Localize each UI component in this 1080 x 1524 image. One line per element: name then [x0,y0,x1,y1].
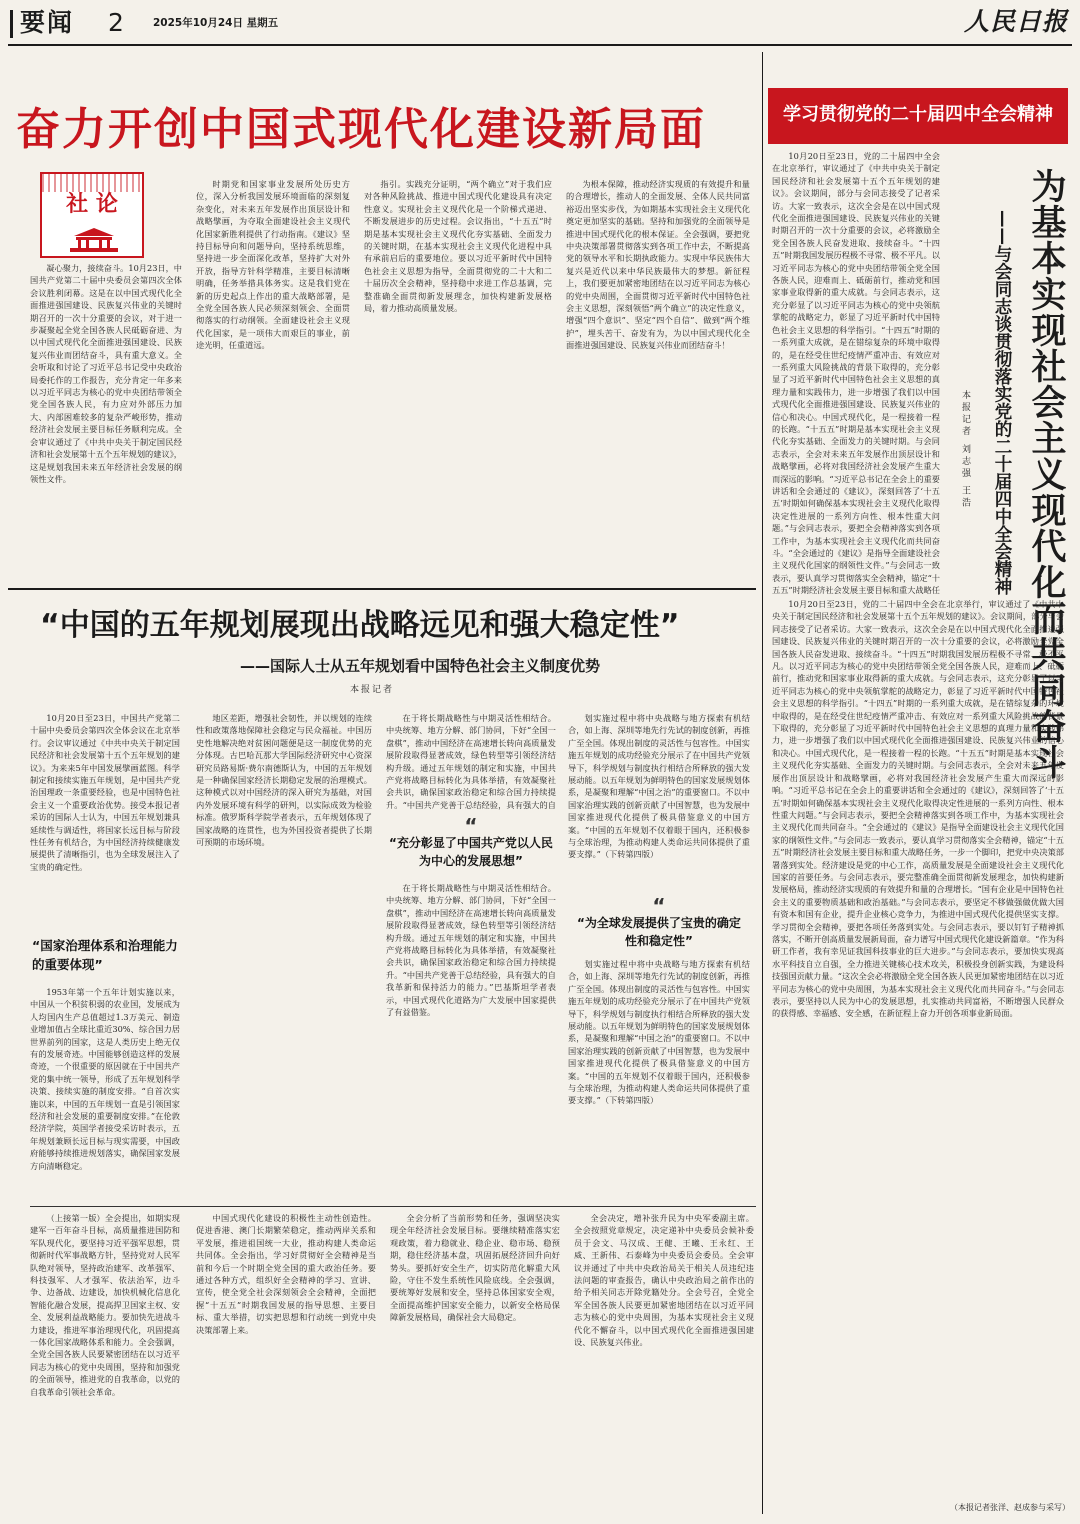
banner-title: 学习贯彻党的二十届四中全会精神 [783,104,1053,125]
paragraph: 指引。实践充分证明，“两个确立”对于我们应对各种风险挑战、推进中国式现代化建设具有决定性意义。实现社会主义现代化是一个阶梯式递进、不断发展进步的历史过程。会议指出，“十五五”时期是基本实现社会主义现代化夯实基础、全面发力的关键时期，在基本实现社会主义现代化进程中具有承前启后的重要地位。要以习近平新时代中国特色社会主义思想为指导，全面贯彻党的二十大和二十届历次全会精神，坚持稳中求进工作总基调，完整准确全面贯彻新发展理念，加快构建新发展格局，着力推动高质量发展。 [364,179,552,314]
feature-column [30,712,180,934]
section-divider [30,1206,756,1207]
sidebar-subheadline: ——与会同志谈贯彻落实党的二十届四中全会精神 [992,210,1012,595]
paragraph: 10月20日至23日，中国共产党第二十届中央委员会第四次全体会议在北京举行。会议审议通过《中共中央关于制定国民经济和社会发展第十五个五年规划的建议》。为来来5年中国发展擘画蓝图。科学制定和接续实施五年规划，是中国共产党治国理政一条重要经验，也是中国特色社会主义一个重要政治优势。接受本报记者采访的国际人士认为，中国五年规划兼具延续性与调适性，将国家长远目标与阶段性任务有机结合，为中国经济持续健康发展提供了清晰指引，也为全球发展注入了宝贵的确定性。 [30,713,180,872]
lower-column [30,1212,180,1514]
paragraph: 时期党和国家事业发展所处历史方位，深入分析我国发展环境面临的深刻复杂变化，对未来五年发展作出顶层设计和战略擘画，为夺取全面建设社会主义现代化国家新胜利提供了行动指南。《建议》坚持目标导向和问题导向，坚持系统思维，坚持进一步全面深化改革，坚持扩大对外开放，指导方针科学精准，主要目标清晰明确，任务举措具体务实。这是我们党在新的历史起点上作出的重大战略部署，是全党全国各族人民必须深刻领会、全面贯彻落实的行动纲领。全面建设社会主义现代化国家，是一项伟大而艰巨的事业，前途光明，任重道远。 [196,179,350,351]
feature-pullquote [576,894,742,952]
feature-column [568,712,750,890]
feature-column [196,712,372,1198]
feature-subhead: “国家治理体系和治理能力的重要体现” [32,938,178,972]
sidebar-headline: 为基本实现社会主义现代化而共同奋斗 [1026,168,1066,780]
issue-date: 2025年10月24日 星期五 [153,17,279,29]
lower-column [390,1212,560,1514]
quote-mark-icon: “ [464,814,478,838]
section-name: 要闻 [20,8,75,37]
feature-subheadline: ——国际人士从五年规划看中国特色社会主义制度优势 [240,657,601,675]
section-bar [10,10,13,38]
paragraph: 为根本保障，推动经济实现质的有效提升和量的合理增长，推动人的全面发展、全体人民共同富裕迈出坚实步伐，为如期基本实现社会主义现代化奠定更加坚实的基础。坚持和加强党的全面领导是推进中国式现代化的根本保证。全会强调，要把党中央决策部署贯彻落实到各项工作中去，不断提高党的领导水平和长期执政能力。实现中华民族伟大复兴是近代以来中华民族最伟大的梦想。新征程上，我们要更加紧密地团结在以习近平同志为核心的党中央周围，全面贯彻习近平新时代中国特色社会主义思想，深刻领悟“两个确立”的决定性意义，增强“四个意识”、坚定“四个自信”、做到“两个维护”，埋头苦干、奋发有为，为以中国式现代化全面推进强国建设、民族复兴伟业而团结奋斗！ [566,179,750,351]
sidebar-byline: 本报记者 刘志强 王浩 [960,390,970,510]
paragraph: 全会决定，增补张升民为中央军委副主席。全会按照党章规定，决定递补中央委员会候补委员于会文、马汉成、王健、王曦、王永红、王威、王新伟、石泰峰为中央委员会委员。全会审议并通过了中共中央政治局关于相关人员违纪违法问题的审查报告，确认中央政治局之前作出的给予相关同志开除党籍处分。全会号召，全党全军全国各族人民要更加紧密地团结在以习近平同志为核心的党中央周围，为基本实现社会主义现代化不懈奋斗，以中国式现代化全面推进强国建设、民族复兴伟业。 [574,1213,754,1348]
paragraph: 中国式现代化建设的积极性主动性创造性。促进香港、澳门长期繁荣稳定，推动两岸关系和平发展，推进祖国统一大业，推动构建人类命运共同体。全会指出，学习好贯彻好全会精神是当前和今后一个时期全党全国的重大政治任务。要通过各种方式，组织好全会精神的学习、宣讲、宣传，使全党全社会深刻领会全会精神，全面把握“十五五”时期我国发展的指导思想、主要目标、重大举措，切实把思想和行动统一到党中央决策部署上来。 [196,1213,376,1335]
feature-column [30,986,180,1198]
paragraph: 全会分析了当前形势和任务，强调坚决实现全年经济社会发展目标。要继续精准落实宏观政策，着力稳就业、稳企业、稳市场、稳预期，稳住经济基本盘，巩固拓展经济回升向好势头。要抓好安全生产，切实防范化解重大风险，守住不发生系统性风险底线。全会强调，要统筹好发展和安全，坚持总体国家安全观，全面提高维护国家安全能力，以新安全格局保障新发展格局，确保社会大局稳定。 [390,1213,560,1323]
paragraph: 凝心聚力，接续奋斗。10月23日，中国共产党第二十届中央委员会第四次全体会议胜利闭幕。这是在以中国式现代化全面推进强国建设、民族复兴伟业的关键时期召开的一次十分重要的会议，对于进一步凝聚起全党全国各族人民砥砺奋进、为以中国式现代化全面推进强国建设、民族复兴伟业而团结奋斗，具有重大意义。全会听取和讨论了习近平总书记受中央政治局委托作的工作报告，充分肯定一年多来以习近平同志为核心的党中央团结带领全党全国各族人民，有力应对外部压力加大、内部困难较多的复杂严峻形势，推动经济社会发展主要目标任务顺利完成。全会审议通过了《中共中央关于制定国民经济和社会发展第十五个五年规划的建议》，这是规划我国未来五年经济社会发展的纲领性文件。 [30,263,182,484]
feature-headline: “中国的五年规划展现出战略远见和强大稳定性” [40,608,680,643]
section-divider [8,588,756,590]
paragraph: 地区差距，增强社会韧性，并以规划的连续性和政策落地保障社会稳定与民众福祉。中国历史性地解决绝对贫困问题便是这一制度优势的充分体现。古巴哈瓦那大学国际经济研究中心资深研究员路易斯·费尔南德斯认为，中国的五年规划是一种确保国家经济长期稳定发展的治理模式。这种模式以对中国经济的深入研究为基础，对国内外发展环境有科学的研判，以实际成效为检验标准。俄罗斯科学院学者表示，五年规划体现了国家战略的连贯性，也为外国投资者提供了长期可预期的市场环境。 [196,713,372,848]
pullquote-text: “充分彰显了中国共产党以人民为中心的发展思想” [389,836,553,868]
editorial-column [30,262,182,580]
page-number: 2 [108,8,124,37]
paragraph: 10月20日至23日，党的二十届四中全会在北京举行，审议通过了《中共中央关于制定国民经济和社会发展第十五个五年规划的建议》。会议期间，部分与会同志接受了记者采访。大家一致表示，这次全会是在以中国式现代化全面推进强国建设、民族复兴伟业的关键时期召开的一次十分重要的会议，必将激励全党全国各族人民奋发进取、接续奋斗。“十四五”时期我国发展历程极不寻常、极不平凡。以习近平同志为核心的党中央团结带领全党全国各族人民，迎难而上、砥砺前行，推动党和国家事业取得新的重大成就。与会同志表示，这充分彰显了以习近平同志为核心的党中央领航掌舵的战略定力，彰显了习近平新时代中国特色社会主义思想的科学指引。“十四五”时期的一系列重大成就，是在错综复杂的环境中取得的，是在经受住世纪疫情严重冲击、有效应对一系列重大风险挑战的背景下取得的，充分彰显了习近平新时代中国特色社会主义思想的真理力量和实践伟力，进一步增强了我们以中国式现代化全面推进强国建设、民族复兴伟业的信心和决心。中国式现代化，是一程接着一程的长跑。“十五五”时期是基本实现社会主义现代化夯实基础、全面发力的关键时期。与会同志表示，全会对未来五年发展作出顶层设计和战略擘画，必将对我国经济社会发展产生重大而深远的影响。“习近平总书记在全会上的重要讲话和全会通过的《建议》，深刻回答了‘十五五’时期如何确保基本实现社会主义现代化取得决定性进展的一系列方向性、根本性重大问题。”与会同志表示，要把全会精神落实到各项工作中，为基本实现社会主义现代化而共同奋斗。“全会通过的《建议》是指导全面建设社会主义现代化国家的纲领性文件。”与会同志一致表示，要认真学习贯彻落实全会精神，锚定“十五五”时期经济社会发展主要目标和重大战略任务，一步一个脚印，把党中央决策部署落到实处。经济建设是党的中心工作，高质量发展是全面建设社会主义现代化国家的首要任务。与会同志表示，要完整准确全面贯彻新发展理念，加快构建新发展格局，推动经济实现质的有效提升和量的合理增长。“国有企业是中国特色社会主义的重要物质基础和政治基础。”与会同志表示，要坚定不移做强做优做大国有资本和国有企业，提升企业核心竞争力，为推进中国式现代化提供坚实支撑。学习贯彻全会精神，要把各项任务落到实处。与会同志表示，要以钉钉子精神抓落实，不断开创高质量发展新局面，奋力谱写中国式现代化建设新篇章。“作为科研工作者，我有幸见证我国科技事业的巨大进步。”与会同志表示，要加快实现高水平科技自立自强，全力推进关键核心技术攻关，积极投身创新实践，为建设科技强国贡献力量。“这次全会必将激励全党全国各族人民更加紧密地团结在以习近平同志为核心的党中央周围，为基本实现社会主义现代化而共同奋斗。”与会同志表示，要坚持以人民为中心的发展思想，扎实推动共同富裕，不断增强人民群众的获得感、幸福感、安全感，在新征程上奋力开创各项事业新局面。 [772,599,1064,1019]
paragraph: 在于将长期战略性与中期灵活性相结合。中央统筹、地方分解、部门协同，下好“全国一盘棋”，推动中国经济在高速增长转向高质量发展阶段取得显著成效，绿色转型等引领经济结构升级。通过五年规划的制定和实施，中国共产党将战略目标转化为具体举措，有效凝聚社会共识，确保国家政治稳定和综合国力持续提升。“中国共产党善于总结经验，具有强大的自我革新和保持活力的能力。”巴基斯坦学者表示，中国式现代化道路为广大发展中国家提供了有益借鉴。 [386,883,556,1018]
sidebar-credit: （本报记者张洋、赵成参与采写） [950,1503,1070,1512]
editorial-badge [40,172,144,258]
sidebar-body [772,150,940,598]
paragraph: 划实施过程中将中央战略与地方探索有机结合，如上海、深圳等地先行先试的制度创新，再推广至全国。体现出制度的灵活性与包容性。中国实施五年规划的成功经验充分展示了在中国共产党领导下，科学规划与制度执行相结合所释放的强大发展动能。以五年规划为鲜明特色的国家发展规划体系，是凝聚和理解“中国之治”的重要窗口。不以中国家治理实践的创新贡献了中国智慧，也为发展中国家推进现代化提供了极具借鉴意义的中国方案。“中国的五年规划不仅着眼于国内，还积极参与全球治理，为推动构建人类命运共同体提供了重要支撑。”（下转第四版） [568,959,750,1106]
sidebar-body [772,598,1064,1500]
editorial-headline: 奋力开创中国式现代化建设新局面 [16,104,706,155]
editorial-column [196,178,350,580]
feature-pullquote [388,814,554,872]
feature-column [386,712,556,810]
quote-mark-icon: “ [652,894,666,918]
feature-byline: 本报记者 [350,685,395,695]
editorial-column [566,178,750,580]
lower-column [196,1212,376,1514]
masthead-rule [8,44,1072,46]
paragraph: 在于将长期战略性与中期灵活性相结合。中央统筹、地方分解、部门协同，下好“全国一盘棋”，推动中国经济在高速增长转向高质量发展阶段取得显著成效，绿色转型等引领经济结构升级。通过五年规划的制定和实施，中国共产党将战略目标转化为具体举措，有效凝聚社会共识，确保国家政治稳定和综合国力持续提升。“中国共产党善于总结经验，具有强大的自 [386,713,556,810]
sidebar-banner [768,88,1068,144]
feature-column [386,882,556,1198]
paragraph: 1953年第一个五年计划实施以来，中国从一个积贫积弱的农业国，发展成为人均国内生产总值超过1.3万美元、制造业增加值占全球比重近30%、综合国力居世界前列的国家，这是人类历史上绝无仅有的发展奇迹。中国能够创造这样的发展奇迹，一个很重要的原因就在于中国共产党的集中统一领导，形成了五年规划科学决策、接续实施的制度安排。“自首次实施以来，中国的五年规划一直是引领国家经济和社会发展的重要制度安排。”在伦敦经济学院，英国学者接受采访时表示，五年规划兼顾长远目标与现实需要，中国政府能够持续推进规划落实，确保国家发展方向清晰稳定。 [30,987,180,1171]
sidebar-divider [762,52,763,1514]
badge-label: 社 论 [66,191,118,217]
paragraph: 10月20日至23日，党的二十届四中全会在北京举行，审议通过了《中共中央关于制定国民经济和社会发展第十五个五年规划的建议》。会议期间，部分与会同志接受了记者采访。大家一致表示，这次全会是在以中国式现代化全面推进强国建设、民族复兴伟业的关键时期召开的一次十分重要的会议，必将激励全党全国各族人民奋发进取、接续奋斗。“十四五”时期我国发展历程极不寻常、极不平凡。以习近平同志为核心的党中央团结带领全党全国各族人民，迎难而上、砥砺前行，推动党和国家事业取得新的重大成就。与会同志表示，这充分彰显了以习近平同志为核心的党中央领航掌舵的战略定力，彰显了习近平新时代中国特色社会主义思想的科学指引。“十四五”时期的一系列重大成就，是在错综复杂的环境中取得的，是在经受住世纪疫情严重冲击、有效应对一系列重大风险挑战的背景下取得的，充分彰显了习近平新时代中国特色社会主义思想的真理力量和实践伟力，进一步增强了我们以中国式现代化全面推进强国建设、民族复兴伟业的信心和决心。中国式现代化，是一程接着一程的长跑。“十五五”时期是基本实现社会主义现代化夯实基础、全面发力的关键时期。与会同志表示，全会对未来五年发展作出顶层设计和战略擘画，必将对我国经济社会发展产生重大而深远的影响。“习近平总书记在全会上的重要讲话和全会通过的《建议》，深刻回答了‘十五五’时期如何确保基本实现社会主义现代化取得决定性进展的一系列方向性、根本性重大问题。”与会同志表示，要把全会精神落实到各项工作中，为基本实现社会主义现代化而共同奋斗。“全会通过的《建议》是指导全面建设社会主义现代化国家的纲领性文件。”与会同志一致表示，要认真学习贯彻落实全会精神，锚定“十五五”时期经济社会发展主要目标和重大战略任 [772,151,940,596]
lower-column [574,1212,754,1514]
paper-logo: 人民日报 [963,7,1068,36]
paragraph: 划实施过程中将中央战略与地方探索有机结合，如上海、深圳等地先行先试的制度创新，再推广至全国。体现出制度的灵活性与包容性。中国实施五年规划的成功经验充分展示了在中国共产党领导下，科学规划与制度执行相结合所释放的强大发展动能。以五年规划为鲜明特色的国家发展规划体系，是凝聚和理解“中国之治”的重要窗口。不以中国家治理实践的创新贡献了中国智慧，也为发展中国家推进现代化提供了极具借鉴意义的中国方案。“中国的五年规划不仅着眼于国内，还积极参与全球治理，为推动构建人类命运共同体提供了重要支撑。”（下转第四版） [568,713,750,860]
editorial-column [364,178,552,580]
masthead [8,4,1072,44]
feature-column [568,958,750,1198]
hall-icon [68,226,120,254]
paragraph: （上接第一版）全会提出，如期实现建军一百年奋斗目标，高质量推进国防和军队现代化，要坚持习近平强军思想，贯彻新时代军事战略方针，坚持党对人民军队绝对领导，坚持政治建军、改革强军、科技强军、人才强军、依法治军，边斗争、边备战、边建设，加快机械化信息化智能化融合发展，提高捍卫国家主权、安全、发展利益战略能力。要加快先进战斗力建设，推进军事治理现代化，巩固提高一体化国家战略体系和能力。全会强调，全党全国各族人民要紧密团结在以习近平同志为核心的党中央周围，坚持和加强党的全面领导，推进党的自我革命，以党的自我革命引领社会革命。 [30,1213,180,1397]
pullquote-text: “为全球发展提供了宝贵的确定性和稳定性” [577,916,741,948]
